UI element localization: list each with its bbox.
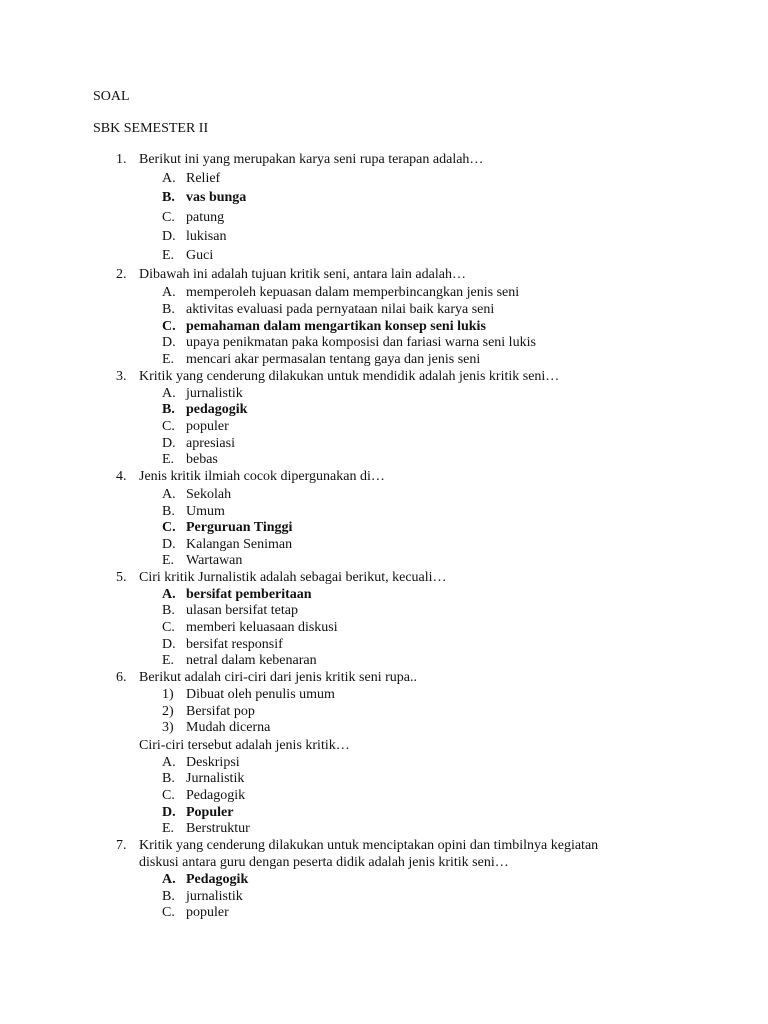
option-label: A. [162,285,176,300]
option-text: ulasan bersifat tetap [186,603,298,618]
option-label: D. [162,537,176,552]
option-text-answer: bersifat pemberitaan [186,587,312,602]
document-title: SOAL [93,89,130,104]
option-text-answer: vas bunga [186,190,247,205]
option-label: C. [162,905,175,920]
option-label: C. [162,620,175,635]
question-number: 6. [116,670,127,685]
question-number: 3. [116,369,127,384]
option-label: B. [162,402,175,417]
option-text: Umum [186,504,225,519]
question-text: Ciri kritik Jurnalistik adalah sebagai berikut, kecuali… [139,570,447,585]
option-text: populer [186,905,229,920]
question-text-continued: diskusi antara guru dengan peserta didik adalah jenis kritik seni… [139,855,509,870]
option-text: Kalangan Seniman [186,537,293,552]
option-label: D. [162,805,176,820]
option-text: patung [186,210,225,225]
sublist-label: 1) [162,687,174,702]
sublist-item: Mudah dicerna [186,720,271,735]
question-number: 2. [116,267,127,282]
option-label: E. [162,553,175,568]
option-text: memberi keluasaan diskusi [186,620,338,635]
option-label: B. [162,504,175,519]
sublist-label: 2) [162,704,174,719]
option-text: Pedagogik [186,788,246,803]
option-label: D. [162,229,176,244]
option-label: D. [162,335,176,350]
option-text: Guci [186,248,214,263]
option-label: C. [162,319,176,334]
option-label: C. [162,520,176,535]
question-number: 4. [116,469,127,484]
option-text: Deskripsi [186,755,240,770]
option-text: Jurnalistik [186,771,245,786]
option-text: bebas [186,452,218,467]
option-text: lukisan [186,229,227,244]
sublist-label: 3) [162,720,174,735]
question-number: 1. [116,152,127,167]
option-text-answer: pemahaman dalam mengartikan konsep seni lukis [186,319,486,334]
option-text: populer [186,419,229,434]
option-text: aktivitas evaluasi pada pernyataan nilai baik karya seni [186,302,495,317]
option-text: jurnalistik [186,889,243,904]
option-label: A. [162,587,176,602]
option-label: A. [162,872,176,887]
document-subtitle: SBK SEMESTER II [93,121,209,136]
question-text: Berikut ini yang merupakan karya seni rupa terapan adalah… [139,152,484,167]
option-label: E. [162,352,175,367]
option-label: D. [162,637,176,652]
option-text: apresiasi [186,436,235,451]
option-label: E. [162,452,175,467]
option-text: netral dalam kebenaran [186,653,317,668]
option-text: Sekolah [186,487,232,502]
option-text: memperoleh kepuasan dalam memperbincangkan jenis seni [186,285,520,300]
question-text: Dibawah ini adalah tujuan kritik seni, antara lain adalah… [139,267,466,282]
option-label: B. [162,302,175,317]
option-text-answer: Populer [186,805,234,820]
option-label: B. [162,190,175,205]
option-label: E. [162,653,175,668]
question-text: Jenis kritik ilmiah cocok dipergunakan di… [139,469,385,484]
question-followup: Ciri-ciri tersebut adalah jenis kritik… [139,738,350,753]
option-label: C. [162,788,175,803]
option-text: mencari akar permasalan tentang gaya dan jenis seni [186,352,481,367]
option-text-answer: pedagogik [186,402,248,417]
sublist-item: Dibuat oleh penulis umum [186,687,335,702]
question-text: Kritik yang cenderung dilakukan untuk menciptakan opini dan timbilnya kegiatan [139,838,599,853]
option-label: C. [162,419,175,434]
option-label: B. [162,889,175,904]
option-label: A. [162,487,176,502]
question-text: Berikut adalah ciri-ciri dari jenis kritik seni rupa.. [139,670,417,685]
option-label: E. [162,821,175,836]
sublist-item: Bersifat pop [186,704,255,719]
option-label: E. [162,248,175,263]
option-text: Berstruktur [186,821,250,836]
option-text: bersifat responsif [186,637,283,652]
option-label: C. [162,210,175,225]
option-text: Relief [186,171,221,186]
option-label: A. [162,171,176,186]
option-label: A. [162,755,176,770]
option-text-answer: Pedagogik [186,872,249,887]
option-text: Wartawan [186,553,243,568]
question-number: 5. [116,570,127,585]
option-text: upaya penikmatan paka komposisi dan fariasi warna seni lukis [186,335,536,350]
option-label: A. [162,386,176,401]
question-text: Kritik yang cenderung dilakukan untuk mendidik adalah jenis kritik seni… [139,369,560,384]
question-number: 7. [116,838,127,853]
option-label: D. [162,436,176,451]
option-label: B. [162,603,175,618]
option-text: jurnalistik [186,386,243,401]
option-text-answer: Perguruan Tinggi [186,520,293,535]
option-label: B. [162,771,175,786]
